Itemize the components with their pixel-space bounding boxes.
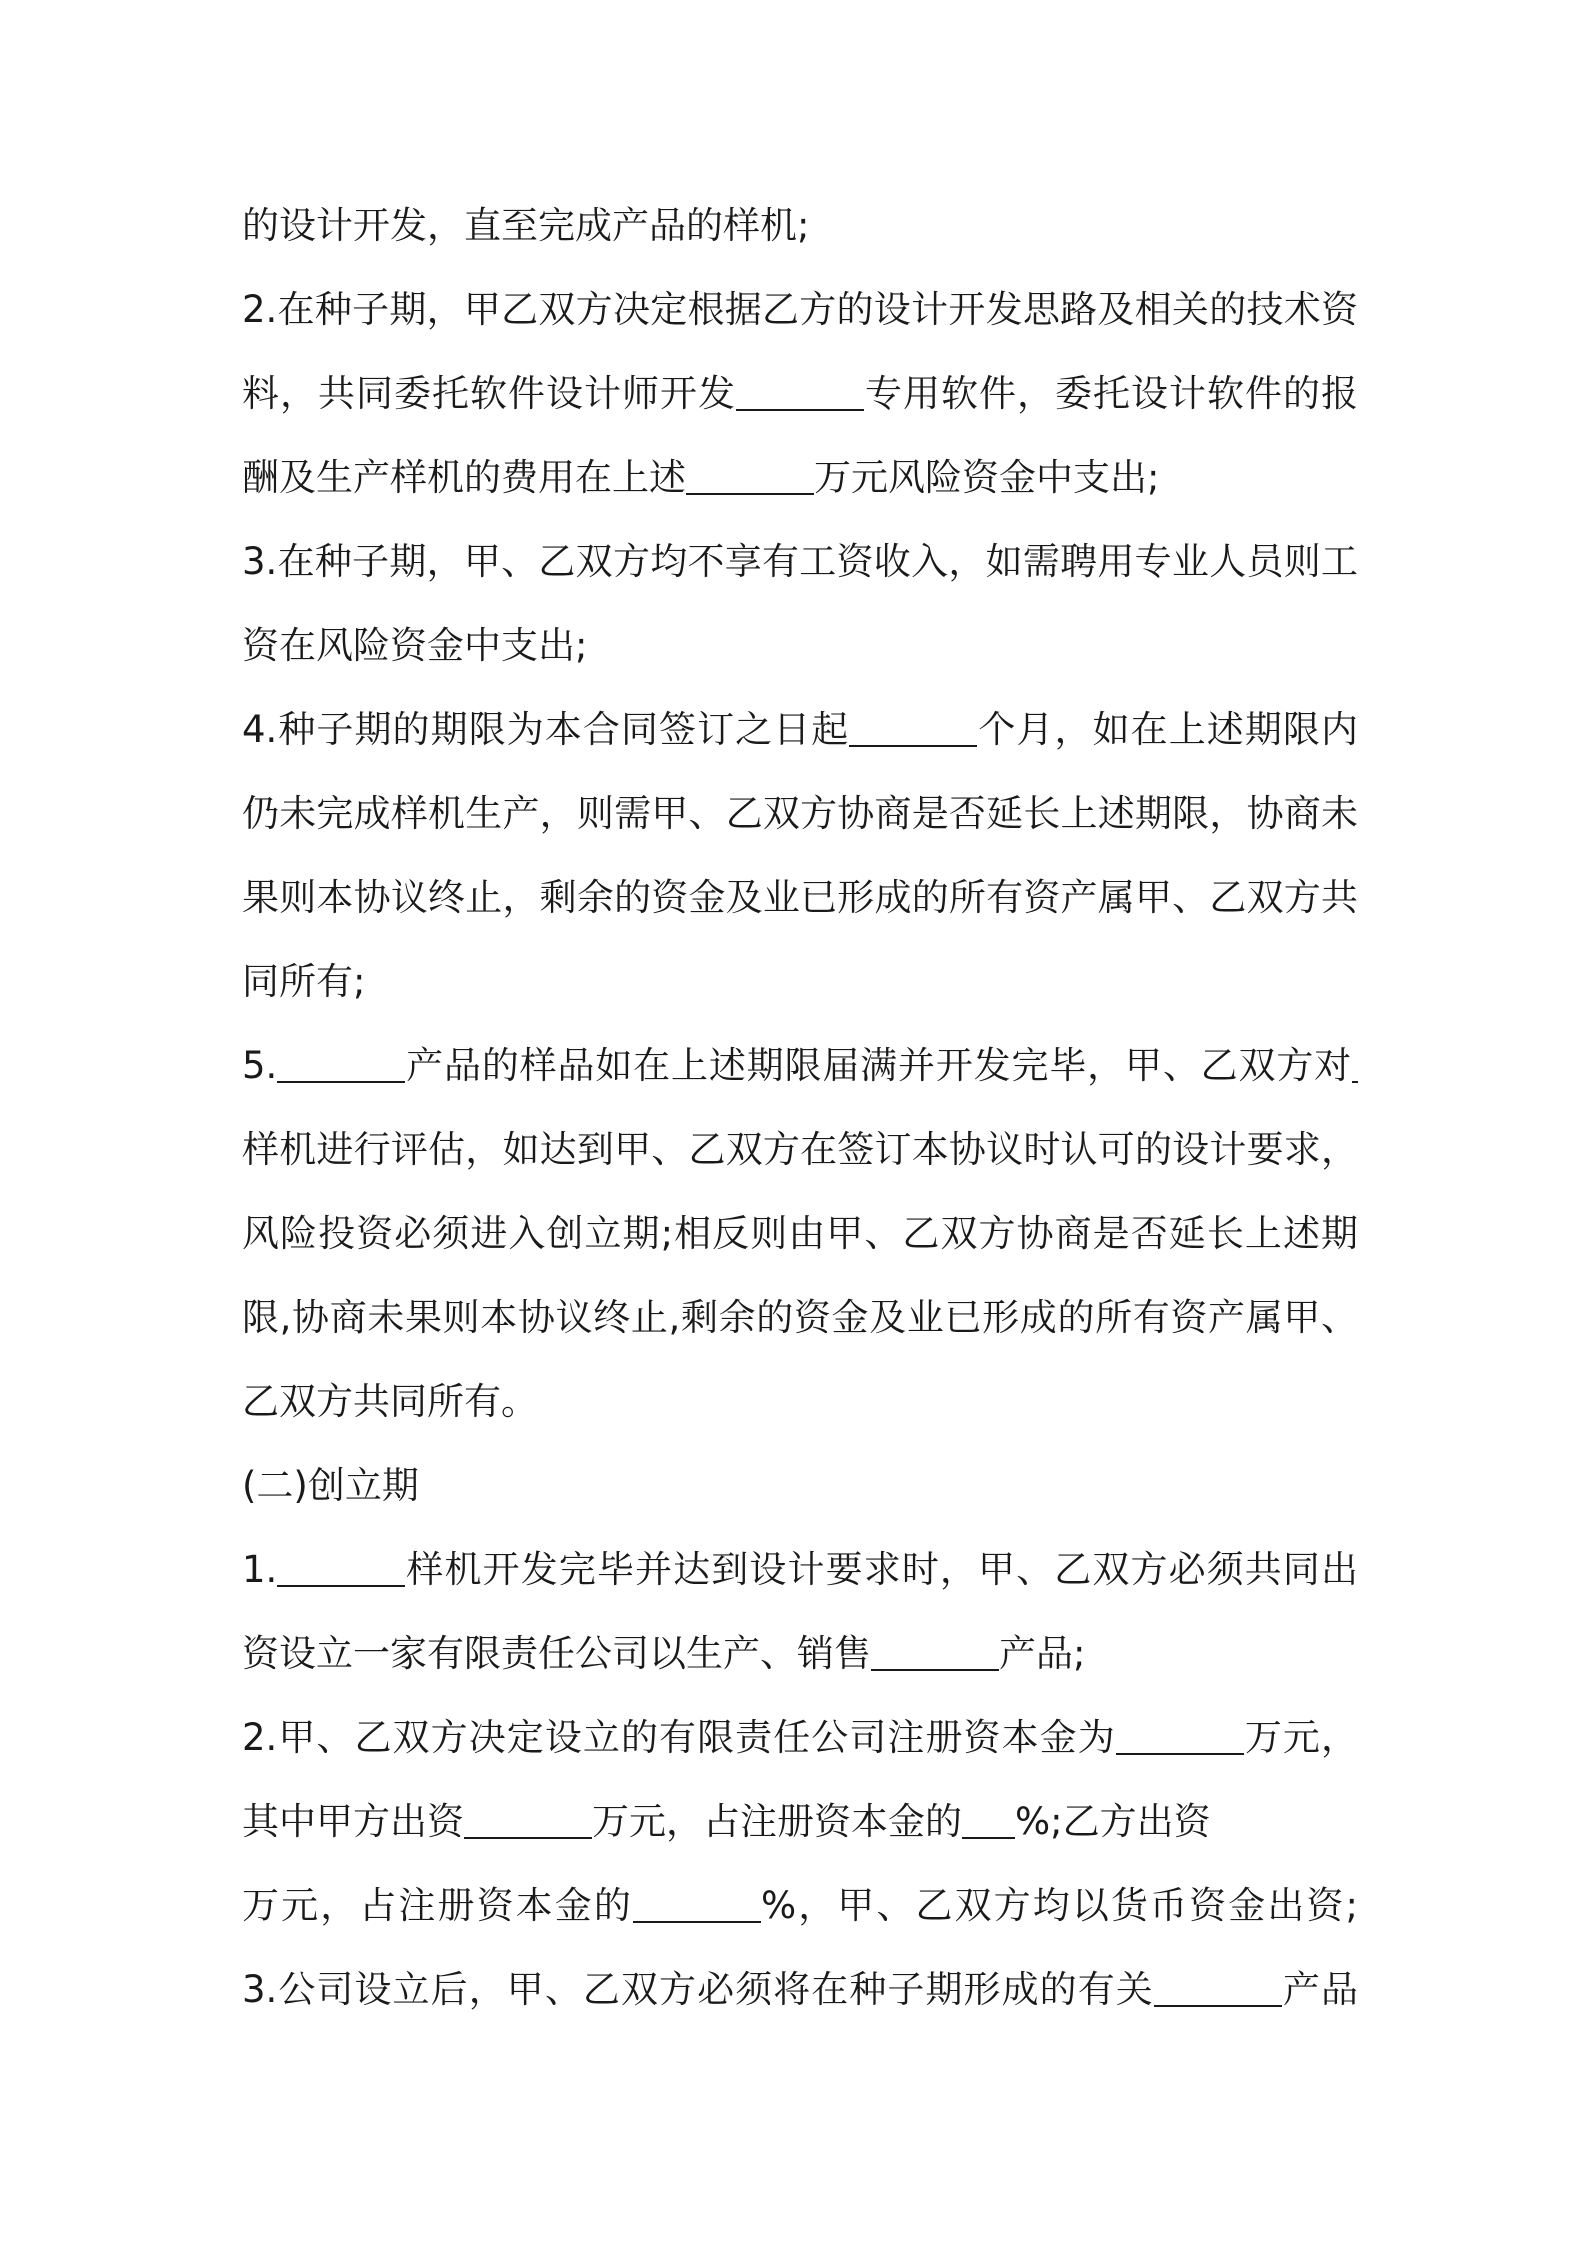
blank-underline-short — [962, 1802, 1015, 1839]
text-line — [242, 1024, 1358, 1108]
text-segment: 个月，如在上述期限内 — [977, 708, 1358, 751]
text-segment: %;乙方出资 — [1015, 1800, 1211, 1843]
blank-underline — [736, 374, 864, 411]
text-line — [242, 352, 1358, 436]
text-segment: 仍未完成样机生产，则需甲、乙双方协商是否延长上述期限，协商未 — [242, 792, 1358, 835]
text-segment: 其中甲方出资 — [242, 1800, 464, 1843]
text-line — [242, 1108, 1358, 1192]
text-segment: 专用软件，委托设计软件的报 — [864, 372, 1358, 415]
text-segment: 乙双方共同所有。 — [242, 1380, 538, 1423]
text-segment: 3.在种子期，甲、乙双方均不享有工资收入，如需聘用专业人员则工 — [242, 540, 1358, 583]
text-segment: 产品的样品如在上述期限届满并开发完毕，甲、乙双方对 — [405, 1044, 1352, 1087]
blank-underline — [1154, 1970, 1282, 2007]
text-line — [242, 1276, 1358, 1360]
text-segment: 1. — [242, 1548, 278, 1591]
text-line — [242, 940, 1358, 1024]
document-body — [242, 184, 1358, 2032]
text-line — [242, 1780, 1358, 1864]
text-segment: 的设计开发，直至完成产品的样机; — [242, 204, 810, 247]
text-line — [242, 604, 1358, 688]
blank-underline — [849, 710, 977, 747]
text-segment: 风险投资必须进入创立期;相反则由甲、乙双方协商是否延长上述期 — [242, 1212, 1358, 1255]
blank-underline — [1116, 1718, 1244, 1755]
blank-underline — [277, 1550, 405, 1587]
text-segment: 样机进行评估，如达到甲、乙双方在签订本协议时认可的设计要求， — [242, 1128, 1358, 1171]
text-segment: 酬及生产样机的费用在上述 — [242, 456, 686, 499]
text-segment: 3.公司设立后，甲、乙双方必须将在种子期形成的有关 — [242, 1968, 1154, 2011]
text-segment: 样机开发完毕并达到设计要求时，甲、乙双方必须共同出 — [405, 1548, 1358, 1591]
text-line — [242, 436, 1358, 520]
text-segment: 万元风险资金中支出; — [814, 456, 1160, 499]
text-segment: 资在风险资金中支出; — [242, 624, 588, 667]
text-segment: %，甲、乙双方均以货币资金出资; — [760, 1884, 1359, 1927]
blank-underline — [464, 1802, 592, 1839]
text-segment: 万元，占注册资本金的 — [242, 1884, 633, 1927]
blank-underline — [871, 1634, 999, 1671]
text-segment: 资设立一家有限责任公司以生产、销售 — [242, 1632, 871, 1675]
text-segment: 2.在种子期，甲乙双方决定根据乙方的设计开发思路及相关的技术资 — [242, 288, 1358, 331]
text-line — [242, 856, 1358, 940]
text-segment: 产品 — [1281, 1968, 1358, 2011]
blank-underline-tick — [1352, 1046, 1358, 1083]
text-line — [242, 1864, 1358, 1948]
text-segment: 料，共同委托软件设计师开发 — [242, 372, 736, 415]
text-segment: 果则本协议终止，剩余的资金及业已形成的所有资产属甲、乙双方共 — [242, 876, 1358, 919]
text-line — [242, 1612, 1358, 1696]
text-line — [242, 1528, 1358, 1612]
text-line — [242, 1360, 1358, 1444]
text-segment: 5. — [242, 1044, 278, 1087]
text-segment: 4.种子期的期限为本合同签订之日起 — [242, 708, 850, 751]
text-line — [242, 184, 1358, 268]
text-segment: 万元，占注册资本金的 — [592, 1800, 962, 1843]
blank-underline — [686, 458, 814, 495]
section-heading — [242, 1444, 1358, 1528]
text-line — [242, 1192, 1358, 1276]
blank-underline — [633, 1886, 761, 1923]
text-line — [242, 1696, 1358, 1780]
text-line — [242, 772, 1358, 856]
text-segment: (二)创立期 — [242, 1464, 419, 1507]
text-segment: 2.甲、乙双方决定设立的有限责任公司注册资本金为 — [242, 1716, 1116, 1759]
text-line — [242, 520, 1358, 604]
text-segment: 同所有; — [242, 960, 366, 1003]
text-segment: 产品; — [999, 1632, 1086, 1675]
text-line — [242, 1948, 1358, 2032]
blank-underline — [277, 1046, 405, 1083]
text-line — [242, 268, 1358, 352]
text-segment: 万元， — [1243, 1716, 1358, 1759]
text-line — [242, 688, 1358, 772]
text-segment: 限,协商未果则本协议终止,剩余的资金及业已形成的所有资产属甲、 — [242, 1296, 1358, 1339]
